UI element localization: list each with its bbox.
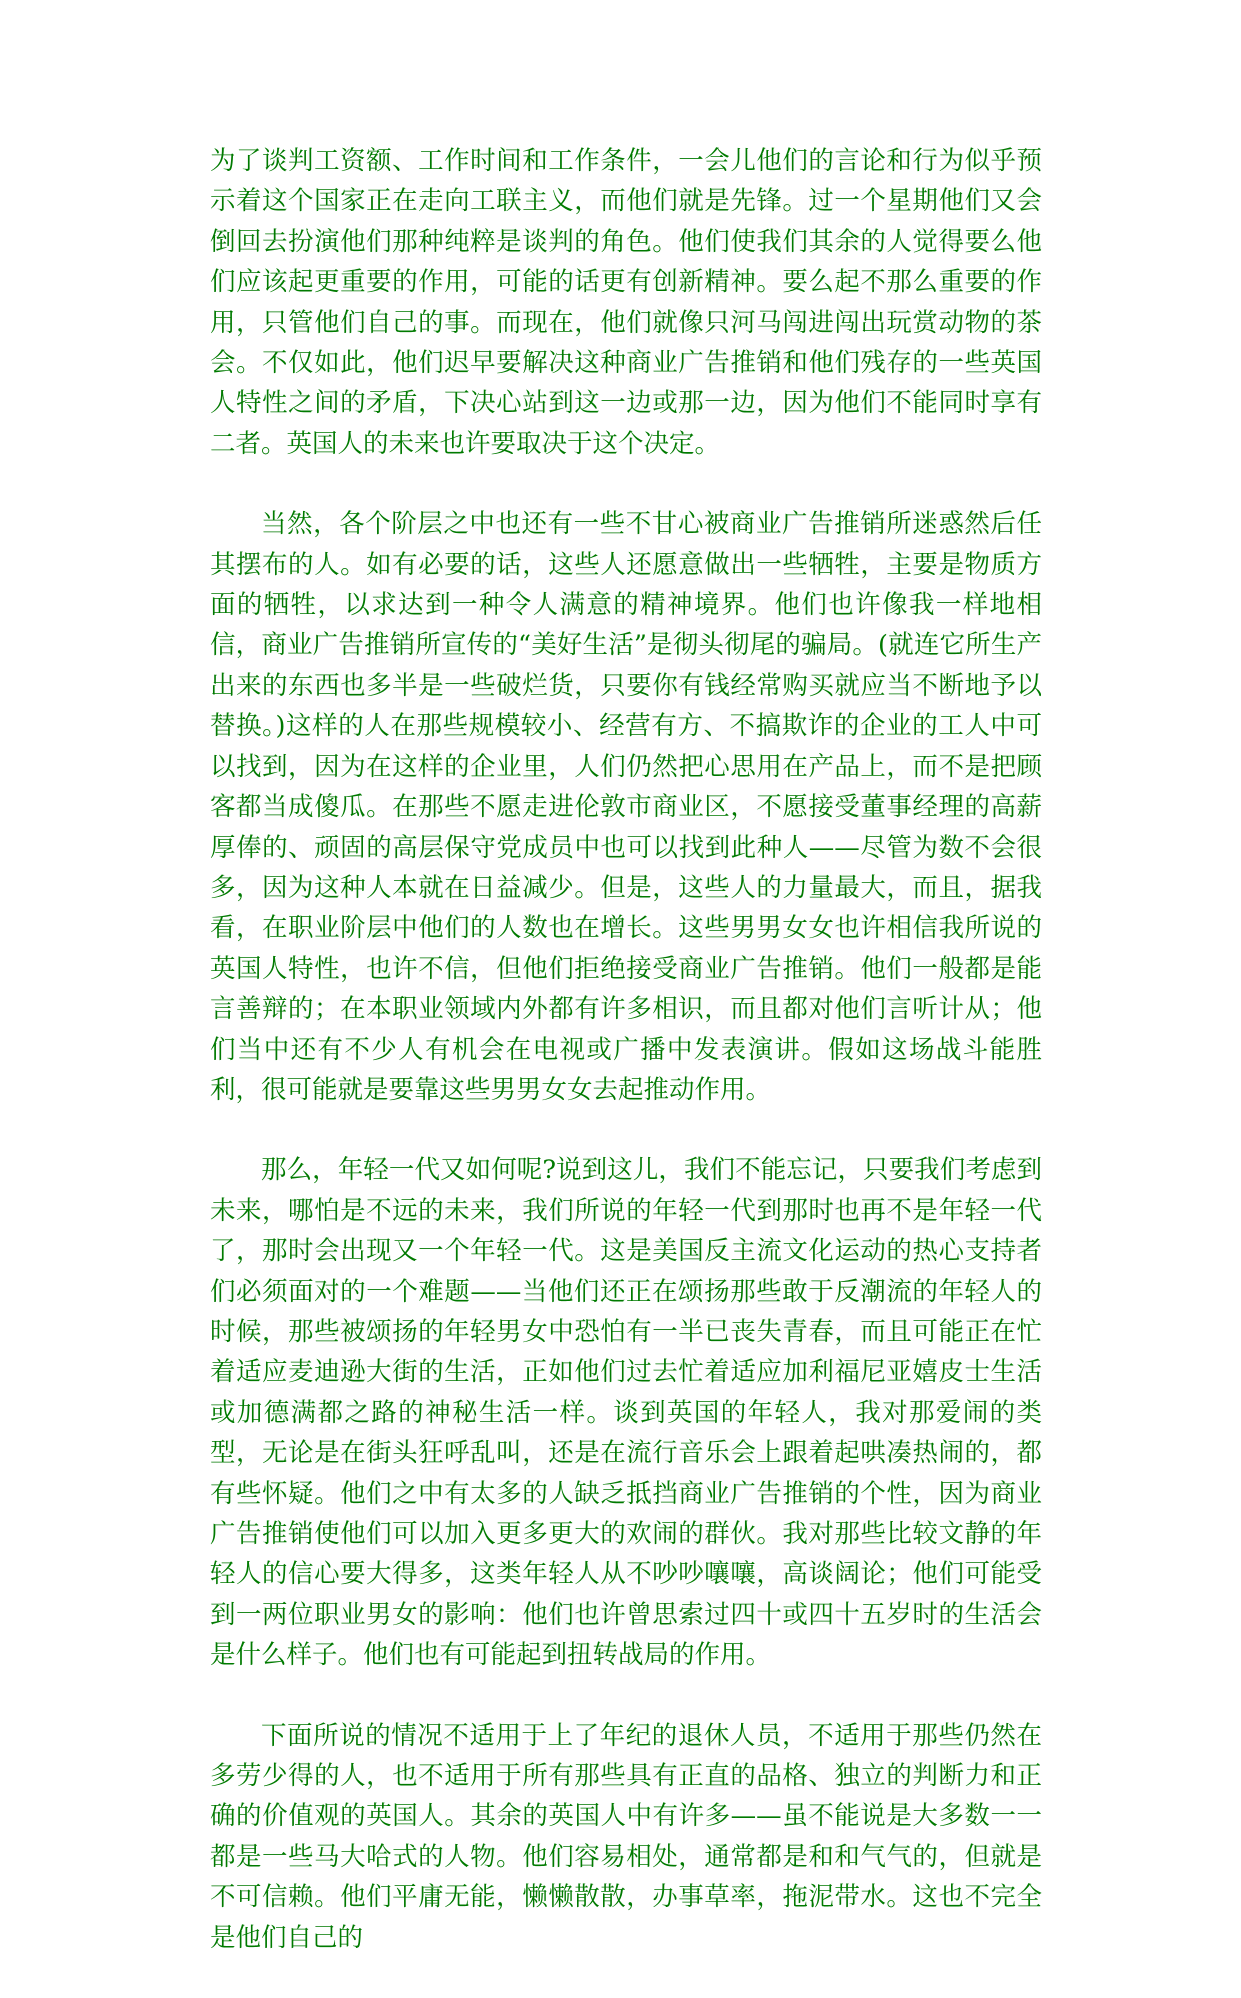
- paragraph-4: 下面所说的情况不适用于上了年纪的退休人员，不适用于那些仍然在多劳少得的人，也不适用于所有那些具有正直的品格、独立的判断力和正确的价值观的英国人。其余的英国人中有许多——虽不能说是大多数一一都是一些马大哈式的人物。他们容易相处，通常都是和和气气的，但就是不可信赖。他们平庸无能，懒懒散散，办事草率，拖泥带水。这也不完全是他们自己的: [210, 1720, 1042, 1953]
- document-body: [210, 141, 1042, 1998]
- paragraph-2: 当然，各个阶层之中也还有一些不甘心被商业广告推销所迷惑然后任其摆布的人。如有必要的话，这些人还愿意做出一些牺牲，主要是物质方面的牺牲，以求达到一种令人满意的精神境界。他们也许像我一样地相信，商业广告推销所宣传的“美好生活”是彻头彻尾的骗局。(就连它所生产出来的东西也多半是一些破烂货，只要你有钱经常购买就应当不断地予以替换。)这样的人在那些规模较小、经营有方、不搞欺诈的企业的工人中可以找到，因为在这样的企业里，人们仍然把心思用在产品上，而不是把顾客都当成傻瓜。在那些不愿走进伦敦市商业区，不愿接受董事经理的高薪厚俸的、顽固的高层保守党成员中也可以找到此种人——尽管为数不会很多，因为这种人本就在日益减少。但是，这些人的力量最大，而且，据我看，在职业阶层中他们的人数也在增长。这些男男女女也许相信我所说的英国人特性，也许不信，但他们拒绝接受商业广告推销。他们一般都是能言善辩的；在本职业领域内外都有许多相识，而且都对他们言听计从；他们当中还有不少人有机会在电视或广播中发表演讲。假如这场战斗能胜利，很可能就是要靠这些男男女女去起推动作用。: [210, 509, 1042, 1105]
- paragraph-1: 为了谈判工资额、工作时间和工作条件，一会儿他们的言论和行为似乎预示着这个国家正在走向工联主义，而他们就是先锋。过一个星期他们又会倒回去扮演他们那种纯粹是谈判的角色。他们使我们其余的人觉得要么他们应该起更重要的作用，可能的话更有创新精神。要么起不那么重要的作用，只管他们自己的事。而现在，他们就像只河马闯进闯出玩赏动物的茶会。不仅如此，他们迟早要解决这种商业广告推销和他们残存的一些英国人特性之间的矛盾，下决心站到这一边或那一边，因为他们不能同时享有二者。英国人的未来也许要取决于这个决定。: [210, 146, 1042, 459]
- paragraph-3: 那么，年轻一代又如何呢?说到这儿，我们不能忘记，只要我们考虑到未来，哪怕是不远的未来，我们所说的年轻一代到那时也再不是年轻一代了，那时会出现又一个年轻一代。这是美国反主流文化运动的热心支持者们必须面对的一个难题——当他们还正在颂扬那些敢于反潮流的年轻人的时候，那些被颂扬的年轻男女中恐怕有一半已丧失青春，而且可能正在忙着适应麦迪逊大街的生活，正如他们过去忙着适应加利福尼亚嬉皮士生活或加德满都之路的神秘生活一样。谈到英国的年轻人，我对那爱闹的类型，无论是在街头狂呼乱叫，还是在流行音乐会上跟着起哄凑热闹的，都有些怀疑。他们之中有太多的人缺乏抵挡商业广告推销的个性，因为商业广告推销使他们可以加入更多更大的欢闹的群伙。我对那些比较文静的年轻人的信心要大得多，这类年轻人从不吵吵嚷嚷，高谈阔论；他们可能受到一两位职业男女的影响：他们也许曾思索过四十或四十五岁时的生活会是什么样子。他们也有可能起到扭转战局的作用。: [210, 1155, 1042, 1671]
